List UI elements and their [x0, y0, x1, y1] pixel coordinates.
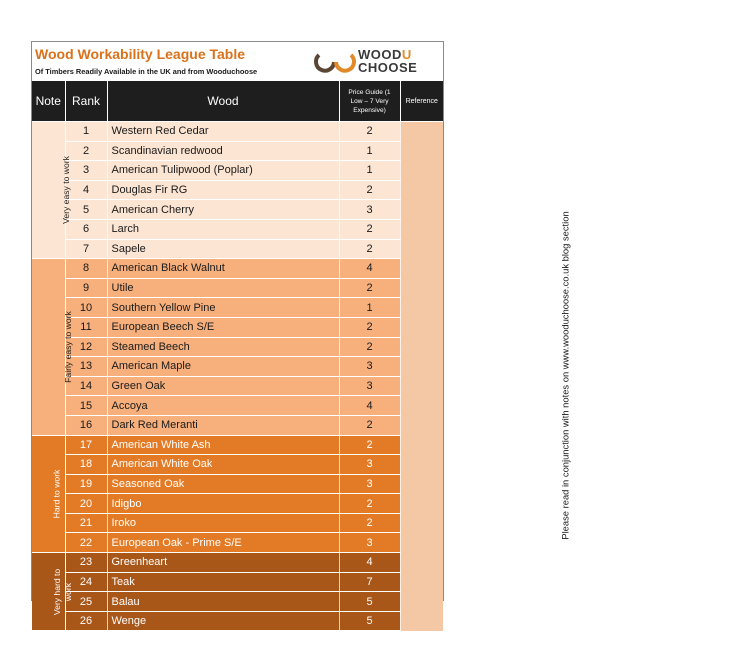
wood-name-cell: Wenge — [107, 611, 339, 631]
rank-cell: 5 — [65, 200, 107, 220]
group-note-cell — [32, 122, 71, 259]
table-row — [32, 239, 443, 259]
wood-name-cell: Utile — [107, 278, 339, 298]
wood-name-cell: Iroko — [107, 513, 339, 533]
price-guide-cell: 1 — [339, 298, 400, 318]
table-row — [32, 219, 443, 239]
rank-cell: 20 — [65, 494, 107, 514]
wood-name-cell: Teak — [107, 572, 339, 592]
logo-word-choose: CHOOSE — [358, 60, 418, 75]
table-row — [32, 357, 443, 377]
table-row — [32, 141, 443, 161]
price-guide-cell: 5 — [339, 592, 400, 612]
column-header-reference: Reference — [400, 81, 443, 122]
wood-name-cell: American Maple — [107, 357, 339, 377]
page-title: Wood Workability League Table — [35, 46, 246, 62]
rank-cell: 14 — [65, 376, 107, 396]
wood-name-cell: American Tulipwood (Poplar) — [107, 161, 339, 181]
rank-cell: 12 — [65, 337, 107, 357]
wood-name-cell: Western Red Cedar — [107, 122, 339, 142]
price-guide-cell: 7 — [339, 572, 400, 592]
logo-mark-icon — [315, 49, 355, 75]
wood-name-cell: Southern Yellow Pine — [107, 298, 339, 318]
rank-cell: 19 — [65, 474, 107, 494]
column-header-price-guide: Price Guide (1 Low – 7 Very Expensive) — [339, 81, 400, 122]
wood-name-cell: Green Oak — [107, 376, 339, 396]
wood-name-cell: Scandinavian redwood — [107, 141, 339, 161]
table-row — [32, 396, 443, 416]
wood-name-cell: Larch — [107, 219, 339, 239]
rank-cell: 10 — [65, 298, 107, 318]
group-note-label: Hard to work — [51, 469, 62, 519]
price-guide-cell: 2 — [339, 239, 400, 259]
table-row — [32, 611, 443, 631]
rank-cell: 2 — [65, 141, 107, 161]
price-guide-cell: 3 — [339, 200, 400, 220]
table-body — [32, 122, 571, 631]
table-row — [32, 298, 443, 318]
wood-name-cell: Seasoned Oak — [107, 474, 339, 494]
wood-name-cell: Sapele — [107, 239, 339, 259]
price-guide-cell: 2 — [339, 513, 400, 533]
price-guide-cell: 4 — [339, 553, 400, 573]
price-guide-cell: 2 — [339, 219, 400, 239]
wood-name-cell: Dark Red Meranti — [107, 415, 339, 435]
price-guide-cell: 1 — [339, 161, 400, 181]
price-guide-cell: 2 — [339, 180, 400, 200]
rank-cell: 8 — [65, 259, 107, 279]
rank-cell: 13 — [65, 357, 107, 377]
rank-cell: 6 — [65, 219, 107, 239]
price-guide-cell: 5 — [339, 611, 400, 631]
page-subtitle: Of Timbers Readily Available in the UK and from Wooduchoose — [35, 67, 258, 76]
table-row — [32, 415, 443, 435]
table-row — [32, 513, 443, 533]
rank-cell: 1 — [65, 122, 107, 142]
group-note-cell — [32, 553, 73, 631]
league-table-sheet — [31, 41, 571, 628]
rank-cell: 24 — [65, 572, 107, 592]
table-row — [32, 376, 443, 396]
price-guide-cell: 2 — [339, 435, 400, 455]
logo-word-wood: WOOD — [358, 47, 402, 62]
wood-name-cell: American White Oak — [107, 455, 339, 475]
wood-name-cell: European Beech S/E — [107, 317, 339, 337]
price-guide-cell: 4 — [339, 396, 400, 416]
rank-cell: 25 — [65, 592, 107, 612]
rank-cell: 9 — [65, 278, 107, 298]
rank-cell: 17 — [65, 435, 107, 455]
rank-cell: 7 — [65, 239, 107, 259]
wood-name-cell: Idigbo — [107, 494, 339, 514]
table-row — [32, 533, 443, 553]
rank-cell: 23 — [65, 553, 107, 573]
table-row — [32, 259, 443, 279]
wood-name-cell: American Cherry — [107, 200, 339, 220]
price-guide-cell: 2 — [339, 122, 400, 142]
table-row — [32, 572, 443, 592]
rank-cell: 18 — [65, 455, 107, 475]
group-note-cell — [32, 435, 65, 553]
table-row — [32, 161, 443, 181]
logo-text — [358, 48, 417, 74]
rank-cell: 11 — [65, 317, 107, 337]
logo-letter-u: U — [401, 47, 412, 62]
wood-name-cell: American Black Walnut — [107, 259, 339, 279]
table-row — [32, 474, 443, 494]
column-header-wood: Wood — [107, 81, 339, 122]
price-guide-cell: 3 — [339, 376, 400, 396]
wood-name-cell: Douglas Fir RG — [107, 180, 339, 200]
rank-cell: 3 — [65, 161, 107, 181]
price-guide-cell: 3 — [339, 474, 400, 494]
table-row — [32, 200, 443, 220]
wooduchoose-logo — [315, 47, 435, 77]
table-row — [32, 435, 443, 455]
reference-cell — [400, 122, 571, 631]
group-note-label: Very easy to work — [60, 156, 71, 224]
price-guide-cell: 4 — [339, 259, 400, 279]
table-row — [32, 317, 443, 337]
wood-name-cell: Steamed Beech — [107, 337, 339, 357]
wood-name-cell: Accoya — [107, 396, 339, 416]
rank-cell: 16 — [65, 415, 107, 435]
workability-table — [32, 81, 571, 631]
table-row — [32, 592, 443, 612]
table-row — [32, 553, 443, 573]
wood-name-cell: Balau — [107, 592, 339, 612]
table-row — [32, 180, 443, 200]
rank-cell: 26 — [65, 611, 107, 631]
table-row — [32, 122, 443, 142]
table-row — [32, 278, 443, 298]
column-header-rank: Rank — [65, 81, 107, 122]
rank-cell: 21 — [65, 513, 107, 533]
group-note-label: Very hard to work — [52, 568, 73, 615]
reference-note: Please read in conjunction with notes on www.wooduchoose.co.uk blog section — [559, 211, 571, 541]
table-row — [32, 494, 443, 514]
wood-name-cell: Greenheart — [107, 553, 339, 573]
price-guide-cell: 2 — [339, 278, 400, 298]
column-header-note: Note — [32, 81, 65, 122]
price-guide-cell: 1 — [339, 141, 400, 161]
price-guide-cell: 2 — [339, 337, 400, 357]
table-header-row — [32, 81, 443, 122]
price-guide-cell: 2 — [339, 415, 400, 435]
table-row — [32, 337, 443, 357]
rank-cell: 15 — [65, 396, 107, 416]
rank-cell: 22 — [65, 533, 107, 553]
table-header-block — [32, 42, 443, 81]
price-guide-cell: 3 — [339, 357, 400, 377]
price-guide-cell: 3 — [339, 455, 400, 475]
price-guide-cell: 3 — [339, 533, 400, 553]
wood-name-cell: European Oak - Prime S/E — [107, 533, 339, 553]
rank-cell: 4 — [65, 180, 107, 200]
price-guide-cell: 2 — [339, 494, 400, 514]
group-note-cell — [32, 259, 73, 435]
wood-name-cell: American White Ash — [107, 435, 339, 455]
group-note-label: Fairly easy to work — [62, 311, 73, 383]
table-row — [32, 455, 443, 475]
price-guide-cell: 2 — [339, 317, 400, 337]
